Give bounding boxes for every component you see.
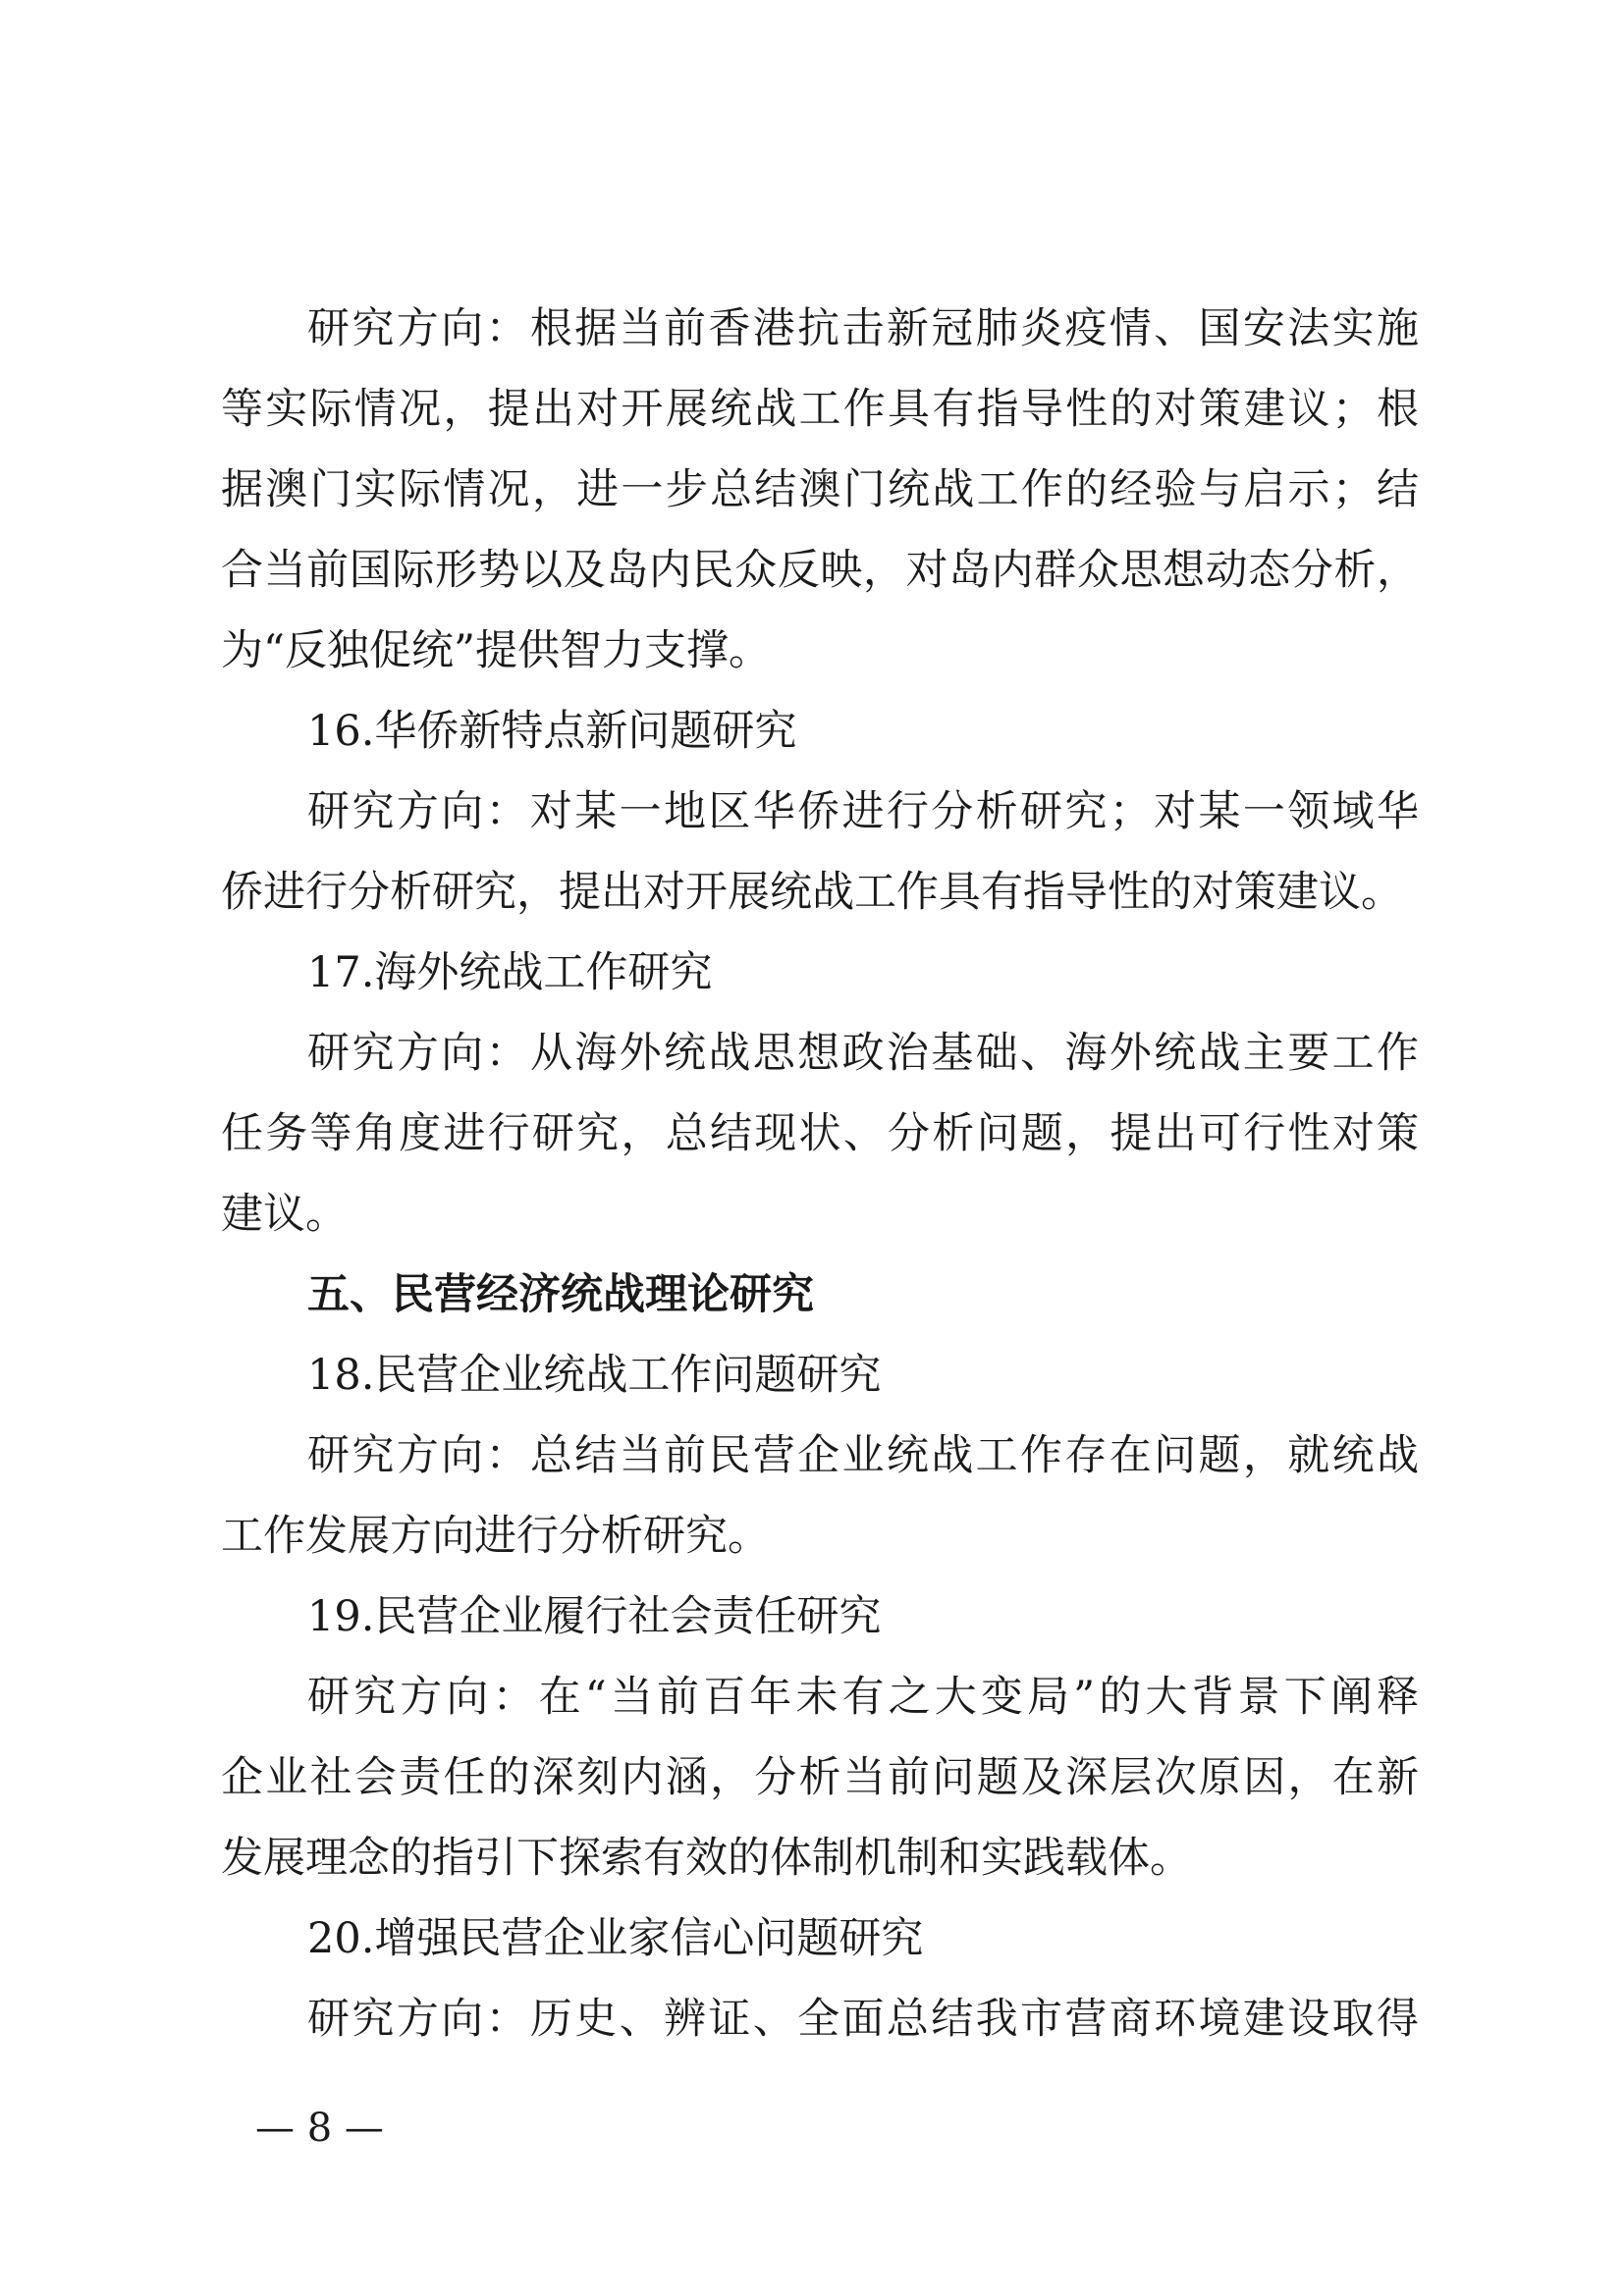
paragraph-line: 研究方向：历史、辨证、全面总结我市营商环境建设取得 [307,1995,1419,2044]
section-heading: 五、民营经济统战理论研究 [307,1270,814,1319]
paragraph-line: 侨进行分析研究，提出对开展统战工作具有指导性的对策建议。 [221,868,1403,917]
paragraph-line: 工作发展方向进行分析研究。 [221,1512,770,1561]
paragraph-line: 为“反独促统”提供智力支撑。 [221,626,771,675]
paragraph-line: 据澳门实际情况，进一步总结澳门统战工作的经验与启示；结 [221,465,1419,514]
paragraph-line: 研究方向：根据当前香港抗击新冠肺炎疫情、国安法实施 [307,304,1419,353]
paragraph-line: 合当前国际形势以及岛内民众反映，对岛内群众思想动态分析， [221,546,1419,595]
page-number: — 8 — [255,2106,384,2151]
item-title-20: 20.增强民营企业家信心问题研究 [307,1914,924,1963]
item-title-16: 16.华侨新特点新问题研究 [307,707,797,756]
item-title-18: 18.民营企业统战工作问题研究 [307,1351,882,1400]
paragraph-line: 研究方向：总结当前民营企业统战工作存在问题，就统战 [307,1431,1419,1480]
paragraph-line: 等实际情况，提出对开展统战工作具有指导性的对策建议；根 [221,385,1419,434]
paragraph-line: 研究方向：从海外统战思想政治基础、海外统战主要工作 [307,1029,1419,1078]
paragraph-line: 建议。 [221,1190,348,1239]
item-title-17: 17.海外统战工作研究 [307,948,713,997]
item-title-19: 19.民营企业履行社会责任研究 [307,1592,882,1641]
paragraph-line: 研究方向：在“当前百年未有之大变局”的大背景下阐释 [307,1673,1419,1722]
paragraph-line: 企业社会责任的深刻内涵，分析当前问题及深层次原因，在新 [221,1753,1419,1802]
paragraph-line: 研究方向：对某一地区华侨进行分析研究；对某一领域华 [307,787,1419,836]
paragraph-line: 发展理念的指引下探索有效的体制机制和实践载体。 [221,1834,1192,1883]
paragraph-line: 任务等角度进行研究，总结现状、分析问题，提出可行性对策 [221,1109,1419,1158]
